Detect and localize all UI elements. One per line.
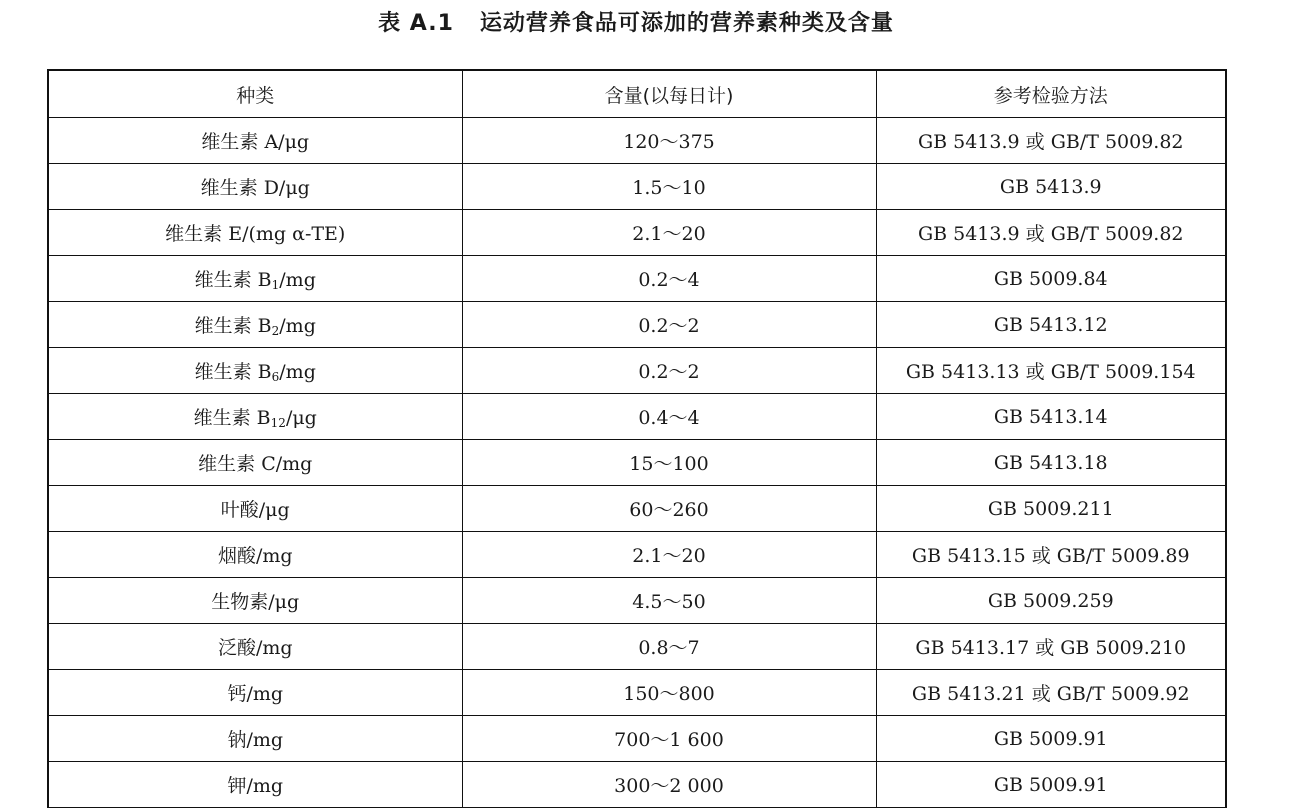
content-range-cell: 0.2～2 xyxy=(462,348,876,394)
table-row xyxy=(48,394,1226,440)
test-method-cell: GB 5009.91 xyxy=(876,716,1226,762)
nutrient-table xyxy=(47,69,1227,808)
table-row xyxy=(48,210,1226,256)
test-method-cell: GB 5413.17 或 GB 5009.210 xyxy=(876,624,1226,670)
content-range-cell: 300～2 000 xyxy=(462,762,876,808)
content-range-cell: 700～1 600 xyxy=(462,716,876,762)
nutrient-name-cell: 维生素 E/(mg α-TE) xyxy=(48,210,462,256)
nutrient-name-cell: 维生素 $B_1/mg$ xyxy=(48,256,462,302)
table-title: 表 A.1 运动营养食品可添加的营养素种类及含量 xyxy=(378,11,894,36)
nutrient-name-cell: 钾/mg xyxy=(48,762,462,808)
table-row xyxy=(48,670,1226,716)
nutrient-name-cell: 维生素 D/μg xyxy=(48,164,462,210)
table-row xyxy=(48,440,1226,486)
nutrient-name-cell: 维生素 C/mg xyxy=(48,440,462,486)
nutrient-name-cell: 维生素 $B_6/mg$ xyxy=(48,348,462,394)
table-row xyxy=(48,624,1226,670)
content-range-cell: 0.2～4 xyxy=(462,256,876,302)
test-method-cell: GB 5413.9 xyxy=(876,164,1226,210)
test-method-cell: GB 5413.9 或 GB/T 5009.82 xyxy=(876,210,1226,256)
test-method-cell: GB 5413.13 或 GB/T 5009.154 xyxy=(876,348,1226,394)
table-row xyxy=(48,164,1226,210)
table-row xyxy=(48,486,1226,532)
test-method-cell: GB 5413.12 xyxy=(876,302,1226,348)
table-row xyxy=(48,118,1226,164)
content-range-cell: 1.5～10 xyxy=(462,164,876,210)
content-range-cell: 2.1～20 xyxy=(462,532,876,578)
nutrient-name-cell: 维生素 A/μg xyxy=(48,118,462,164)
column-header-content: 含量(以每日计) xyxy=(462,70,876,118)
test-method-cell: GB 5009.84 xyxy=(876,256,1226,302)
content-range-cell: 0.4～4 xyxy=(462,394,876,440)
content-range-cell: 60～260 xyxy=(462,486,876,532)
nutrient-name-cell: 烟酸/mg xyxy=(48,532,462,578)
test-method-cell: GB 5413.21 或 GB/T 5009.92 xyxy=(876,670,1226,716)
content-range-cell: 15～100 xyxy=(462,440,876,486)
nutrient-name-cell: 钠/mg xyxy=(48,716,462,762)
test-method-cell: GB 5413.9 或 GB/T 5009.82 xyxy=(876,118,1226,164)
nutrient-name-cell: 钙/mg xyxy=(48,670,462,716)
test-method-cell: GB 5413.18 xyxy=(876,440,1226,486)
table-row xyxy=(48,348,1226,394)
nutrient-name-cell: 生物素/μg xyxy=(48,578,462,624)
nutrient-table-container xyxy=(47,69,1225,808)
column-header-type: 种类 xyxy=(48,70,462,118)
table-row xyxy=(48,578,1226,624)
table-row xyxy=(48,256,1226,302)
table-row xyxy=(48,716,1226,762)
nutrient-name-cell: 叶酸/μg xyxy=(48,486,462,532)
content-range-cell: 150～800 xyxy=(462,670,876,716)
test-method-cell: GB 5009.259 xyxy=(876,578,1226,624)
test-method-cell: GB 5009.91 xyxy=(876,762,1226,808)
column-header-method: 参考检验方法 xyxy=(876,70,1226,118)
nutrient-name-cell: 维生素 $B_{12}/\mu g$ xyxy=(48,394,462,440)
table-row xyxy=(48,532,1226,578)
nutrient-name-cell: 维生素 $B_2/mg$ xyxy=(48,302,462,348)
test-method-cell: GB 5009.211 xyxy=(876,486,1226,532)
content-range-cell: 4.5～50 xyxy=(462,578,876,624)
content-range-cell: 2.1～20 xyxy=(462,210,876,256)
test-method-cell: GB 5413.14 xyxy=(876,394,1226,440)
table-row xyxy=(48,302,1226,348)
table-row xyxy=(48,762,1226,808)
nutrient-name-cell: 泛酸/mg xyxy=(48,624,462,670)
content-range-cell: 0.2～2 xyxy=(462,302,876,348)
content-range-cell: 0.8～7 xyxy=(462,624,876,670)
table-header-row xyxy=(48,70,1226,118)
content-range-cell: 120～375 xyxy=(462,118,876,164)
test-method-cell: GB 5413.15 或 GB/T 5009.89 xyxy=(876,532,1226,578)
